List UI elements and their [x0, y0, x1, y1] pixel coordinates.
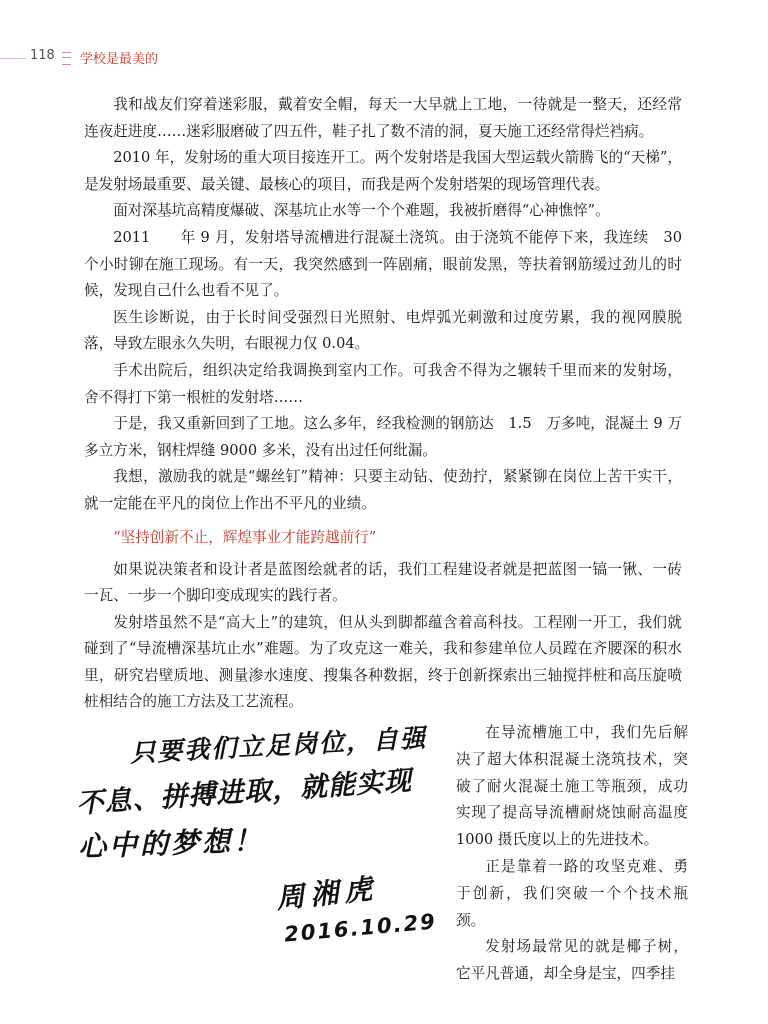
handwritten-signature-block	[60, 722, 440, 952]
paragraph: 在导流槽施工中，我们先后解决了超大体积混凝土浇筑技术，突破了耐火混凝土施工等瓶颈，成功实现了提高导流槽耐烧蚀耐高温度 1000 摄氏度以上的先进技术。	[456, 724, 688, 849]
paragraph: 正是靠着一路的攻坚克难、勇于创新，我们突破一个个技术瓶颈。	[456, 857, 688, 929]
paragraph: 面对深基坑高精度爆破、深基坑止水等一个个难题，我被折磨得“心神憔悴”。	[113, 202, 610, 220]
paragraph: 我想，激励我的就是“螺丝钉”精神：只要主动钻、使劲拧，紧紧铆在岗位上苦干实干，就一定能在平凡的岗位上作出不平凡的业绩。	[84, 468, 682, 512]
paragraph: 2011 年 9 月，发射塔导流槽进行混凝土浇筑。由于浇筑不能停下来，我连续 30 个小时铆在施工现场。有一天，我突然感到一阵剧痛，眼前发黑，等扶着钢筋缓过劲儿的时候，发现自己什么也看不见了。	[84, 228, 682, 300]
paragraph: 医生诊断说，由于长时间受强烈日光照射、电焊弧光刺激和过度劳累，我的视网膜脱落，导致左眼永久失明，右眼视力仅 0.04。	[84, 308, 682, 353]
main-text	[84, 92, 682, 716]
handwritten-line: 不息、拼搏进取，就能实现	[75, 765, 413, 820]
running-title: 学校是最美的	[80, 52, 159, 67]
paragraph: 2010 年，发射场的重大项目接连开工。两个发射塔是我国大型运载火箭腾飞的“天梯”，是发射场最重要、最关键、最核心的项目，而我是两个发射塔架的现场管理代表。	[84, 149, 682, 193]
paragraph: 发射塔虽然不是“高大上”的建筑，但从头到脚都蕴含着高科技。工程刚一开工，我们就碰到了“导流槽深基坑止水”难题。为了攻克这一难关，我和参建单位人员蹚在齐腰深的积水里，研究岩壁质地、测量渗水速度、搜集各种数据，终于创新探索出三轴搅拌桩和高压旋喷桩相结合的施工方法及工艺流程。	[84, 613, 682, 711]
signature-name: 周湘虎	[274, 871, 380, 916]
handwritten-line: 只要我们立足岗位，自强	[129, 723, 428, 768]
handwritten-line: 心中的梦想！	[77, 823, 265, 864]
paragraph: 于是，我又重新回到了工地。这么多年，经我检测的钢筋达 1.5 万多吨，混凝土 9 万多立方米，钢柱焊缝 9000 多米，没有出过任何纰漏。	[84, 415, 682, 459]
paragraph: 手术出院后，组织决定给我调换到室内工作。可我舍不得为之辗转千里而来的发射场，舍不得打下第一根桩的发射塔……	[84, 361, 682, 406]
signature-date: 2016.10.29	[283, 909, 438, 947]
header-rule-ornament	[62, 52, 71, 65]
side-column-text	[456, 720, 688, 988]
paragraph: 如果说决策者和设计者是蓝图绘就者的话，我们工程建设者就是把蓝图一镐一锹、一砖一瓦、一步一个脚印变成现实的践行者。	[84, 560, 682, 605]
page-number: 118	[30, 48, 55, 63]
paragraph: 我和战友们穿着迷彩服，戴着安全帽，每天一大早就上工地，一待就是一整天，还经常连夜赶进度……迷彩服磨破了四五件，鞋子扎了数不清的洞，夏天施工还经常得烂裆病。	[84, 96, 682, 140]
page-header	[0, 48, 768, 68]
paragraph: 发射场最常见的就是椰子树，它平凡普通，却全身是宝，四季挂	[456, 938, 688, 983]
section-heading: “坚持创新不止，辉煌事业才能跨越前行”	[113, 528, 377, 546]
header-rule-left	[0, 58, 26, 59]
